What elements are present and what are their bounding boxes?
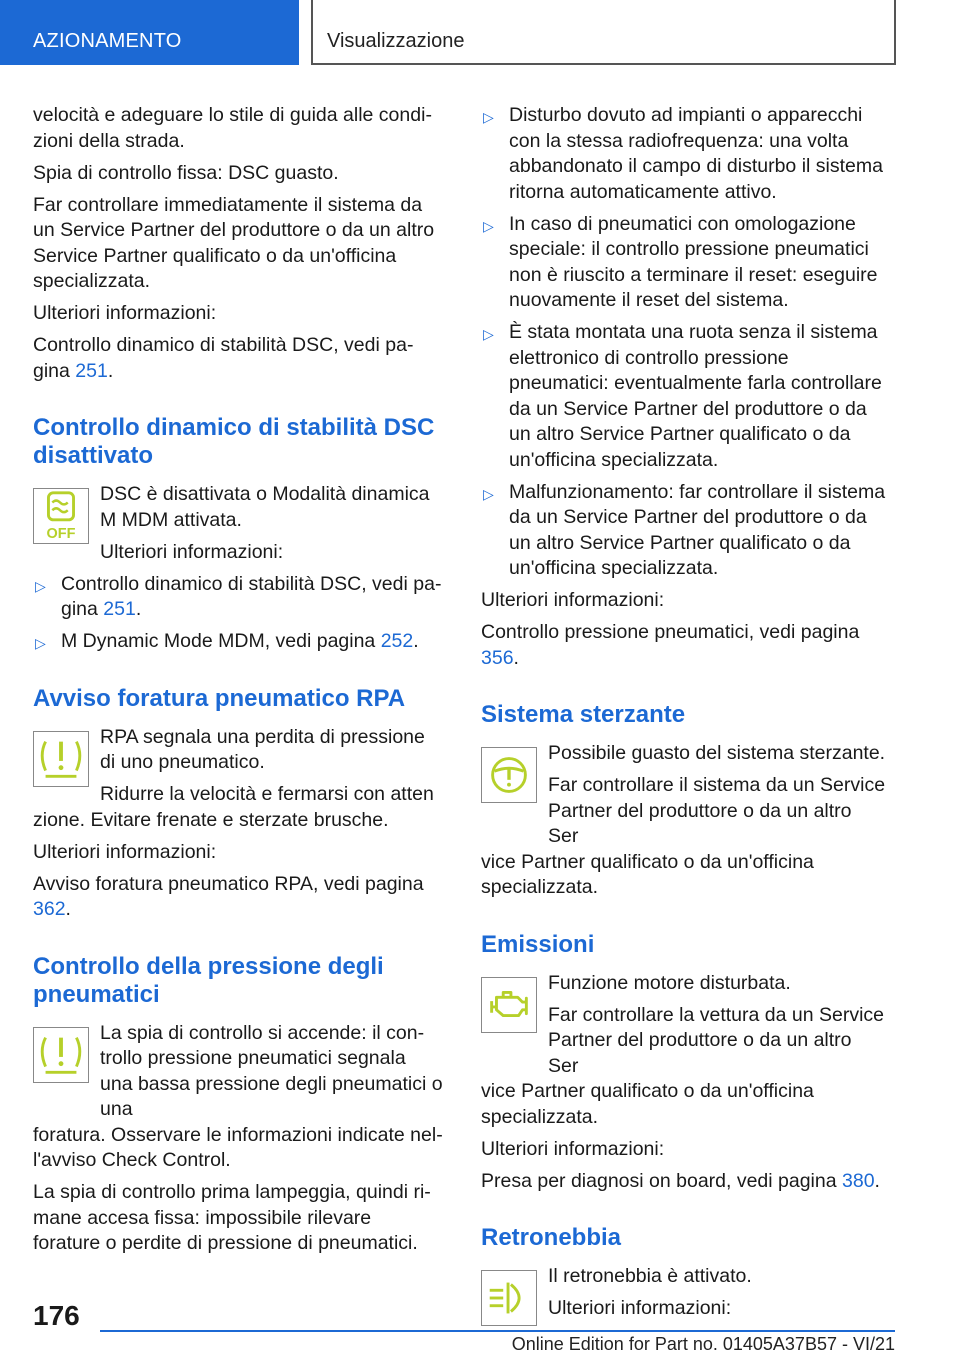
bullet-triangle-icon: ▷ [483, 485, 494, 502]
paragraph: Far controllare immediatamente il sistema da un Service Partner del produttore o da un altro Service Partner qualificato o da un'officina specializzata. [33, 193, 435, 292]
list-item: ▷ Controllo dinamico di stabilità DSC, vedi pagina 251. [35, 572, 442, 620]
section-heading-tire-pressure: Controllo della pressione degli pneumatici [33, 952, 384, 1008]
paragraph: Ulteriori informazioni: [548, 1297, 732, 1319]
bullet-triangle-icon: ▷ [35, 635, 46, 651]
section-title: AZIONAMENTO [33, 30, 182, 52]
page-link-380[interactable]: 380 [842, 1169, 875, 1192]
paragraph: vice Partner qualificato o da un'officina specializzata. [481, 850, 814, 898]
cross-reference: Controllo dinamico di stabilità DSC, vedi pagina 251. [33, 334, 414, 382]
section-heading-dsc-off: Controllo dinamico di stabilità DSC disattivato [33, 414, 435, 469]
bullet-triangle-icon: ▷ [35, 577, 46, 594]
bullet-triangle-icon: ▷ [483, 217, 494, 234]
cross-reference: Avviso foratura pneumatico RPA, vedi pagina 362. [33, 872, 424, 920]
paragraph: Ridurre la velocità e fermarsi con atten [100, 783, 434, 805]
list-item: ▷ È stata montata una ruota senza il sistema elettronico di controllo pressione pneumatici: eventualmente farla controllare da un Service Partner del produttore o da un altro Service Partner qualificato o da un'officina specializzata. [483, 321, 882, 471]
indicator-block [481, 741, 893, 850]
cross-reference: Controllo pressione pneumatici, vedi pagina 356. [481, 621, 860, 669]
list-item: ▷ Malfunzionamento: far controllare il sistema da un Service Partner del produttore o da un altro Service Partner qualificato o da un'officina specializzata. [483, 480, 886, 579]
page-number: 176 [33, 1300, 80, 1331]
paragraph: Far controllare la vettura da un Service Partner del produttore o da un altro Ser [548, 1003, 884, 1077]
footer-divider [100, 1330, 895, 1332]
section-heading-emissions: Emissioni [481, 930, 595, 958]
paragraph: vice Partner qualificato o da un'officina specializzata. [481, 1080, 814, 1128]
topic-title: Visualizzazione [327, 30, 465, 52]
paragraph: Ulteriori informazioni: [33, 302, 217, 324]
steering-warning-icon [481, 747, 537, 803]
paragraph: DSC è disattivata o Modalità dinamica M MDM attivata. [100, 483, 430, 531]
page-link-252[interactable]: 252 [380, 630, 414, 652]
list-item: ▷ In caso di pneumatici con omologazione speciale: il controllo pressione pneumatici non è riuscito a terminare il reset: eseguire nuovamente il reset del sistema. [483, 212, 878, 311]
indicator-block [33, 482, 443, 565]
rear-fog-light-icon [481, 1270, 537, 1326]
paragraph: Ulteriori informazioni: [481, 1137, 665, 1160]
paragraph: RPA segnala una perdita di pressione di uno pneumatico. [100, 725, 425, 773]
edition-note: Online Edition for Part no. 01405A37B57 - VI/21 [511, 1334, 895, 1354]
engine-icon [481, 977, 537, 1033]
paragraph: La spia di controllo prima lampeggia, quindi rimane accesa fissa: impossibile rilevare forature o perdite di pressione di pneumatici. [33, 1181, 431, 1254]
paragraph: La spia di controllo si accende: il controllo pressione pneumatici segnala una bassa pressione degli pneumatici o una [100, 1021, 443, 1120]
left-column [33, 103, 443, 1263]
page-link-362[interactable]: 362 [33, 898, 66, 920]
section-heading-rpa: Avviso foratura pneumatico RPA [33, 684, 406, 712]
section-heading-rear-fog: Retronebbia [481, 1224, 622, 1251]
paragraph: Far controllare il sistema da un Service Partner del produttore o da un altro Ser [548, 774, 886, 847]
list-item: ▷ Disturbo dovuto ad impianti o apparecchi con la stessa radiofrequenza: una volta abbandonato il campo di disturbo il sistema ritorna automaticamente attivo. [483, 104, 883, 203]
paragraph: Ulteriori informazioni: [100, 540, 284, 563]
tire-warning-icon [33, 731, 89, 787]
indicator-block [33, 1021, 443, 1123]
page-link-251[interactable]: 251 [75, 359, 108, 382]
indicator-block [481, 971, 893, 1080]
paragraph: Funzione motore disturbata. [548, 971, 791, 994]
paragraph: Il retronebbia è attivato. [548, 1265, 752, 1287]
page-link-251[interactable]: 251 [103, 598, 136, 620]
topic-tab [311, 0, 896, 65]
right-column [481, 103, 893, 1322]
tire-pressure-icon [33, 1027, 89, 1083]
indicator-block [481, 1264, 893, 1322]
svg-text:OFF: OFF [46, 526, 76, 543]
paragraph: Ulteriori informazioni: [481, 589, 665, 611]
cross-reference: Presa per diagnosi on board, vedi pagina 380. [481, 1169, 880, 1192]
bullet-triangle-icon: ▷ [483, 326, 494, 342]
indicator-block [33, 725, 443, 808]
paragraph: velocità e adeguare lo stile di guida alle condizioni della strada. [33, 104, 432, 152]
bullet-triangle-icon: ▷ [483, 109, 494, 125]
paragraph: Spia di controllo fissa: DSC guasto. [33, 161, 339, 184]
paragraph: Possibile guasto del sistema sterzante. [548, 742, 886, 764]
page-link-356[interactable]: 356 [481, 646, 514, 669]
paragraph: foratura. Osservare le informazioni indicate nell'avviso Check Control. [33, 1123, 443, 1171]
paragraph: zione. Evitare frenate e sterzate brusche. [33, 808, 389, 831]
dsc-off-icon [33, 488, 89, 544]
paragraph: Ulteriori informazioni: [33, 840, 217, 863]
section-tab [0, 0, 299, 65]
list-item: ▷ M Dynamic Mode MDM, vedi pagina 252. [33, 629, 443, 655]
section-heading-steering: Sistema sterzante [481, 701, 686, 728]
